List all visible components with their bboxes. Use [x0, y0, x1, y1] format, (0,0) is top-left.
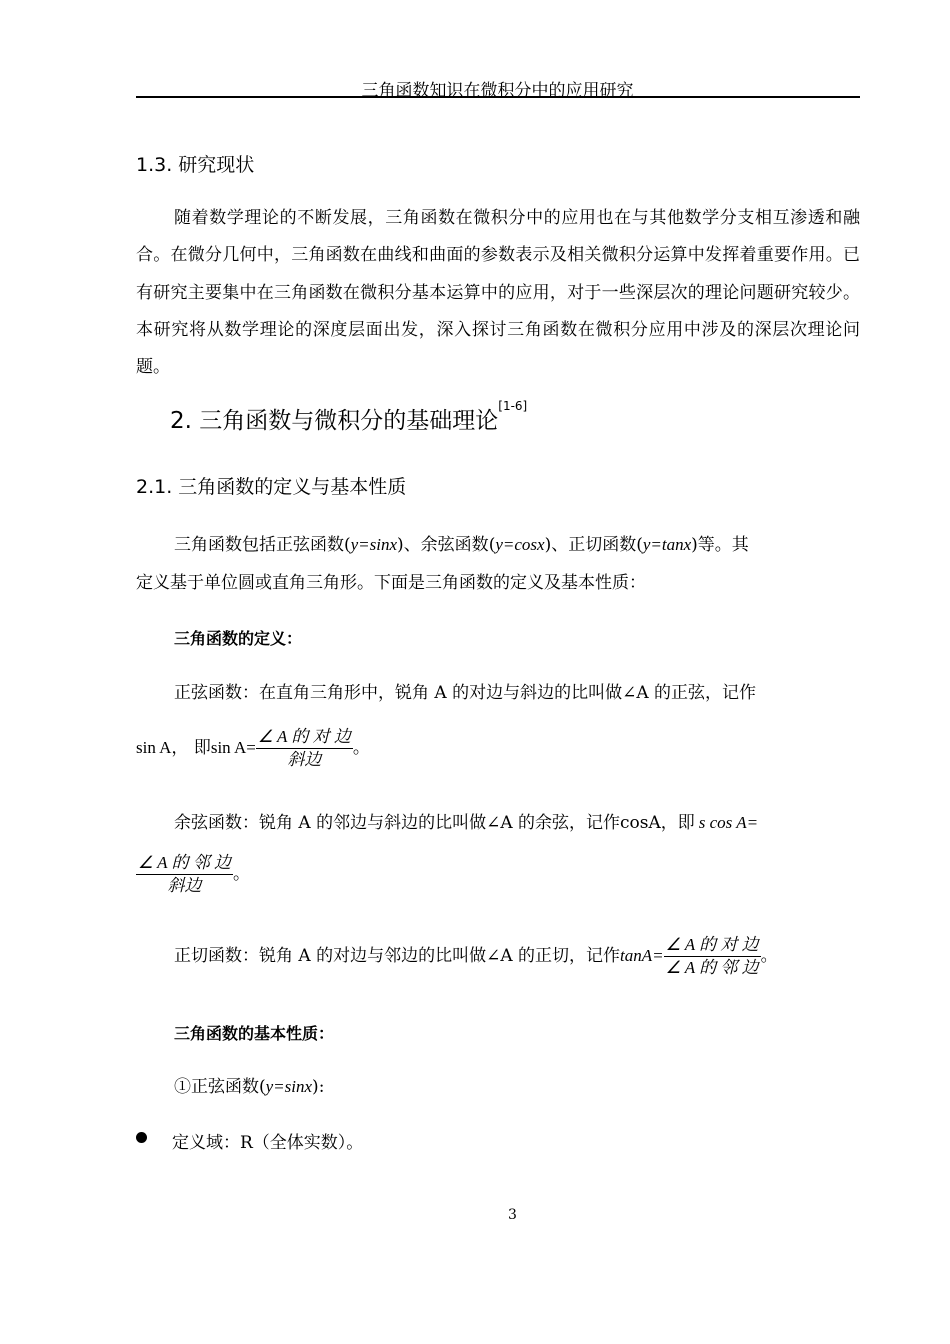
tangent-fraction [664, 934, 761, 979]
section-heading-1-3: 1.3. 研究现状 [136, 154, 255, 176]
tangent-definition-line [174, 934, 778, 979]
sine-symbol: sin A， [136, 738, 189, 757]
property-1-suffix: : [318, 1077, 325, 1097]
properties-heading: 三角函数的基本性质： [174, 1024, 335, 1043]
paren-open: ( [259, 1077, 266, 1097]
sine-fraction [256, 726, 353, 771]
cos-equation: y=cosx [495, 535, 545, 554]
paren-close: ) [312, 1077, 319, 1097]
cosine-fraction-denominator: 斜边 [167, 876, 202, 895]
paren-close: ) [691, 535, 698, 555]
tangent-period: 。 [760, 946, 778, 966]
cosine-definition-line [174, 808, 758, 833]
cosine-fraction-numerator: ∠ A 的 邻 边 [136, 852, 233, 875]
cosine-fraction [136, 852, 233, 897]
chapter-2-heading [170, 399, 528, 435]
sine-formula-line [136, 726, 370, 771]
property-1-line [174, 1072, 324, 1097]
cosine-period: 。 [233, 864, 251, 884]
paren-open: ( [344, 535, 351, 555]
tangent-formula-lhs: tanA= [620, 946, 664, 965]
running-header: 三角函数知识在微积分中的应用研究 [361, 81, 634, 101]
sine-formula-lhs: 即sin A= [193, 738, 256, 757]
definition-heading: 三角函数的定义： [174, 629, 303, 648]
paren-open: ( [636, 535, 643, 555]
page-number: 3 [508, 1207, 517, 1223]
paren-close: ) [397, 535, 404, 555]
tangent-fraction-denominator: ∠ A 的 邻 边 [665, 958, 759, 977]
sine-definition-line: 正弦函数：在直角三角形中，锐角 A 的对边与斜边的比叫做∠A 的正弦，记作 [174, 683, 757, 703]
property-1-prefix: ①正弦函数 [174, 1077, 259, 1097]
intro-line-1 [174, 530, 749, 555]
cosine-formula-line [136, 852, 250, 897]
tan-equation: y=tanx [642, 535, 692, 554]
chapter-2-citation: [1-6] [498, 399, 528, 413]
paren-close: ) [544, 535, 552, 555]
section-1-3-paragraph: 随着数学理论的不断发展，三角函数在微积分中的应用也在与其他数学分支相互渗透和融合。在微分几何中，三角函数在曲线和曲面的参数表示及相关微积分运算中发挥着重要作用。已有研究主要集中在三角函数在微积分基本运算中的应用，对于一些深层次的理论问题研究较少。本研究将从数学理论的深度层面出发，深入探讨三角函数在微积分应用中涉及的深层次理论问题。 [136, 208, 860, 378]
sine-period: 。 [352, 738, 370, 758]
paren-open: ( [488, 535, 496, 555]
cosine-symbol: s cos A= [698, 813, 759, 832]
intro-text-2: 、余弦函数 [403, 535, 489, 555]
cosine-formula-lhs [699, 813, 758, 832]
intro-text-3: 、正切函数 [551, 535, 637, 555]
tangent-definition-text: 正切函数：锐角 A 的对边与邻边的比叫做∠A 的正切，记作 [174, 946, 621, 966]
tangent-fraction-numerator: ∠ A 的 对 边 [664, 934, 761, 957]
sin-equation: y=sinx [350, 535, 398, 554]
section-heading-2-1: 2.1. 三角函数的定义与基本性质 [136, 476, 407, 498]
intro-text-1: 三角函数包括正弦函数 [174, 535, 344, 555]
bullet-icon [136, 1131, 150, 1145]
property-1-equation: y=sinx [265, 1077, 313, 1096]
cosine-definition-text: 余弦函数：锐角 A 的邻边与斜边的比叫做∠A 的余弦，记作cosA，即 [174, 813, 695, 833]
sine-fraction-numerator: ∠ A 的 对 边 [256, 726, 353, 749]
intro-text-4: 等。其 [697, 535, 749, 555]
intro-line-2: 定义基于单位圆或直角三角形。下面是三角函数的定义及基本性质： [136, 573, 646, 593]
header-rule [136, 96, 860, 98]
list-item-domain: 定义域：R（全体实数）。 [172, 1133, 364, 1153]
chapter-2-title: 2. 三角函数与微积分的基础理论 [170, 408, 499, 434]
sine-fraction-denominator: 斜边 [287, 750, 322, 769]
